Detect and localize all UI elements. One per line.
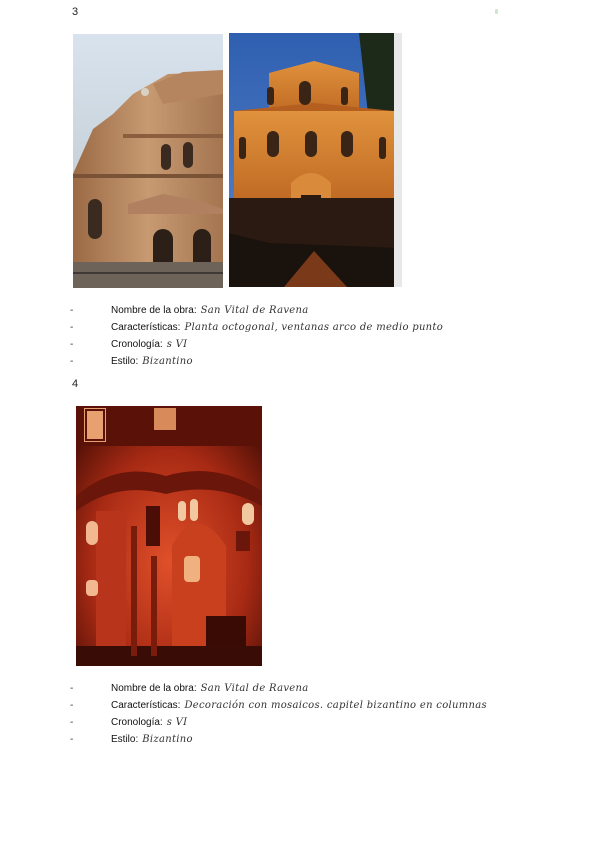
field-value-chronology: s VI [166,717,188,728]
bullet: - [70,356,74,367]
bullet: - [70,700,74,711]
section-number-4: 4 [72,378,79,390]
photo-interior [76,406,262,666]
field-label-characteristics: Características: [111,322,181,333]
bullet: - [70,339,74,350]
bullet: - [70,305,74,316]
field-label-chronology: Cronología: [111,339,163,350]
field-label-characteristics: Características: [111,700,181,711]
bullet: - [70,683,74,694]
bullet: - [70,717,74,728]
field-label-style: Estilo: [111,356,139,367]
field-label-name: Nombre de la obra: [111,305,197,316]
field-value-characteristics: Decoración con mosaicos. capitel bizantino en columnas [184,700,487,711]
field-value-style: Bizantino [142,356,193,367]
field-label-style: Estilo: [111,734,139,745]
field-value-name: San Vital de Ravena [200,305,309,316]
photo-exterior-side [73,34,223,288]
section-number-3: 3 [72,6,79,18]
bullet: - [70,734,74,745]
field-value-name: San Vital de Ravena [200,683,309,694]
field-value-characteristics: Planta octogonal, ventanas arco de medio punto [184,322,444,333]
field-value-style: Bizantino [142,734,193,745]
field-label-name: Nombre de la obra: [111,683,197,694]
field-label-chronology: Cronología: [111,717,163,728]
scan-mark [495,9,498,14]
field-value-chronology: s VI [166,339,188,350]
bullet: - [70,322,74,333]
photo-exterior-front [229,33,402,287]
